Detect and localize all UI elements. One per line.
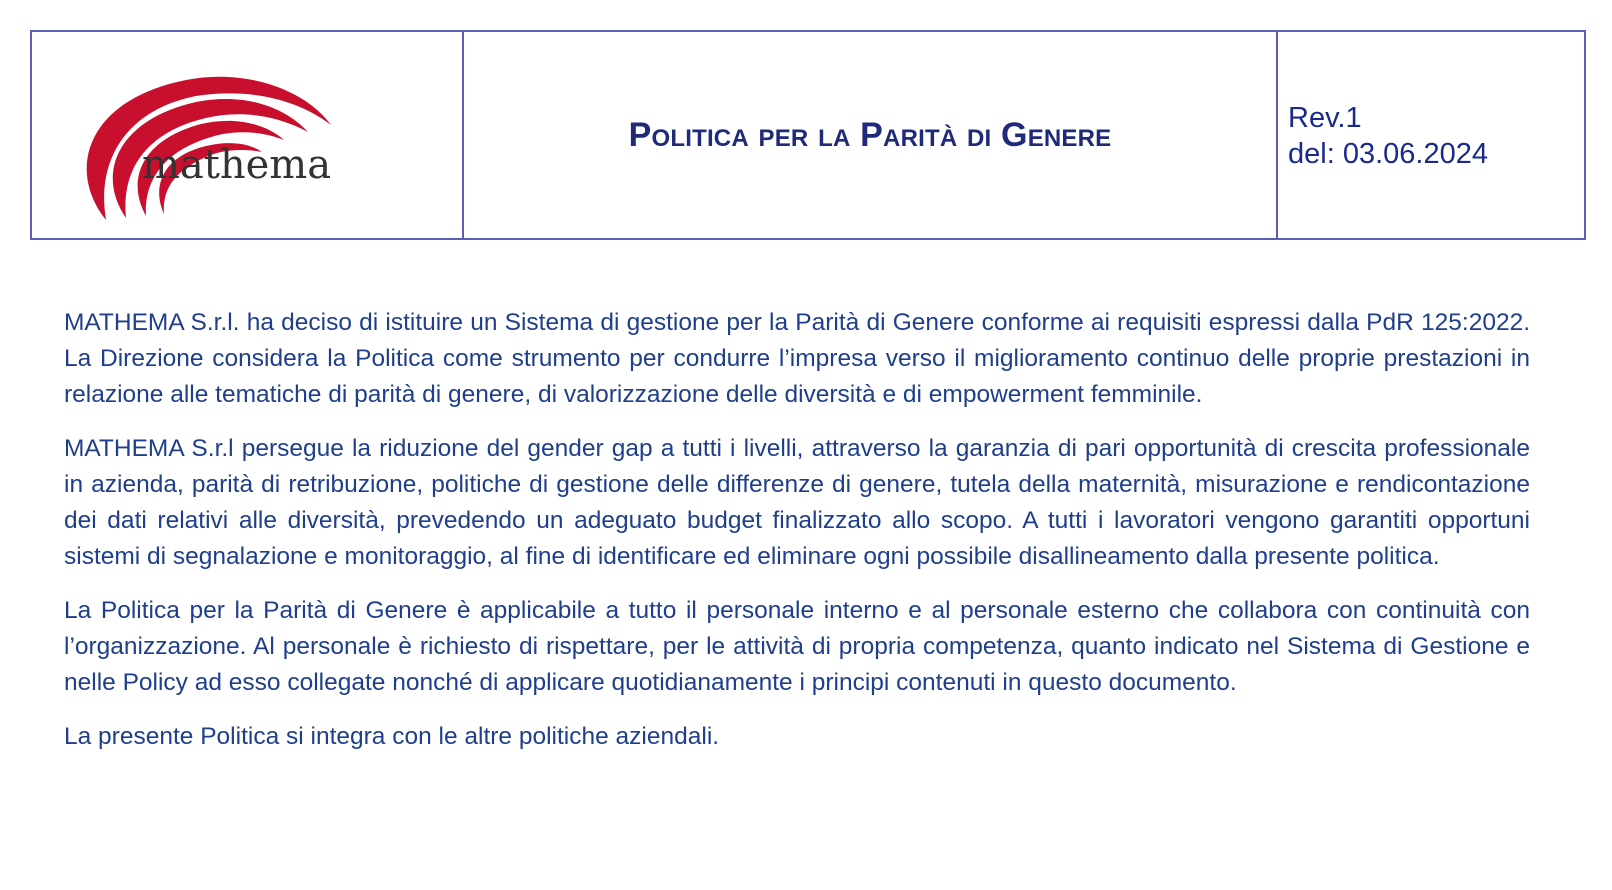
logo-text: mathema [142, 142, 332, 188]
revision-date: del: 03.06.2024 [1288, 138, 1488, 170]
mathema-logo [46, 60, 376, 220]
revision-cell [1278, 32, 1584, 238]
paragraph-3: La Politica per la Parità di Genere è applicabile a tutto il personale interno e al personale esterno che collabora con continuità con l’organizzazione. Al personale è richiesto di rispettare, per le attività di propria competenza, quanto indicato nel Sistema di Gestione e nelle Policy ad esso collegate nonché di applicare quotidianamente i principi contenuti in questo documento. [64, 597, 1530, 696]
header-table [30, 30, 1586, 240]
policy-body [64, 305, 1530, 773]
revision-label: Rev.1 [1288, 102, 1362, 134]
paragraph-2: MATHEMA S.r.l persegue la riduzione del gender gap a tutti i livelli, attraverso la garanzia di pari opportunità di crescita professionale in azienda, parità di retribuzione, politiche di gestione delle differenze di genere, tutela della maternità, misurazione e rendicontazione dei dati relativi alle diversità, prevedendo un adeguato budget finalizzato allo scopo. A tutti i lavoratori vengono garantiti opportuni sistemi di segnalazione e monitoraggio, al fine di identificare ed eliminare ogni possibile disallineamento dalla presente politica. [64, 435, 1530, 570]
logo-cell [32, 32, 464, 238]
document-title: Politica per la Parità di Genere [628, 115, 1112, 154]
title-cell [464, 32, 1278, 238]
paragraph-1: MATHEMA S.r.l. ha deciso di istituire un Sistema di gestione per la Parità di Genere conforme ai requisiti espressi dalla PdR 125:2022. La Direzione considera la Politica come strumento per condurre l’impresa verso il miglioramento continuo delle proprie prestazioni in relazione alle tematiche di parità di genere, di valorizzazione delle diversità e di empowerment femminile. [64, 309, 1530, 408]
paragraph-4: La presente Politica si integra con le altre politiche aziendali. [64, 723, 720, 750]
